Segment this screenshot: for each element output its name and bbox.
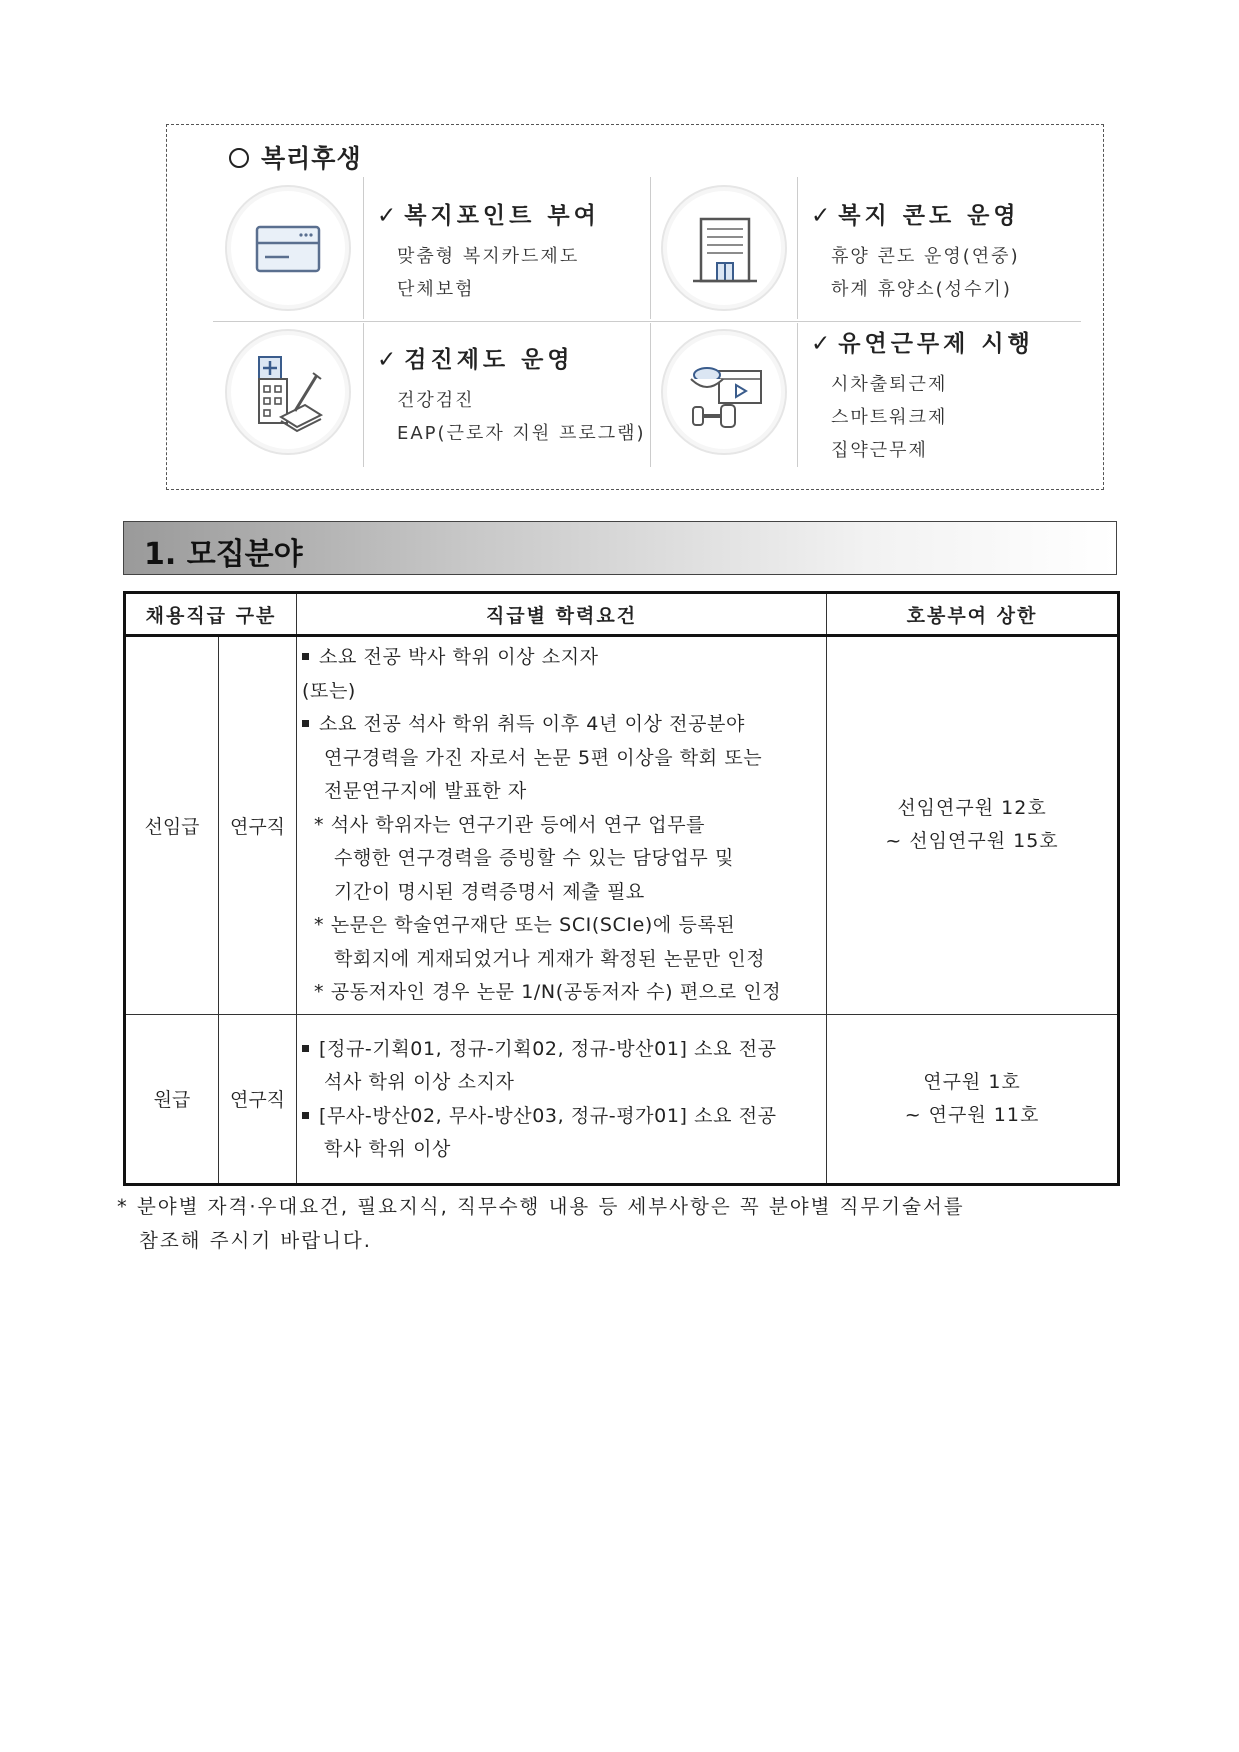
requirement-cell: [정규-기획01, 정규-기획02, 정규-방산01] 소요 전공 석사 학위 이상 소지자 [무사-방산02, 무사-방산03, 정규-평가01] 소요 전공 학사 학위 이상: [297, 1014, 827, 1184]
welfare-item: ✓ 유연근무제 시행 시차출퇴근제 스마트워크제 집약근무제: [811, 331, 1034, 461]
divider: [797, 177, 798, 319]
pay-cell: 선임연구원 12호 ~ 선임연구원 15호: [827, 636, 1119, 1015]
section-title: 1. 모집분야: [144, 537, 303, 572]
requirement-cell: 소요 전공 박사 학위 이상 소지자 (또는) 소요 전공 석사 학위 취득 이후 4년 이상 전공분야 연구경력을 가진 자로서 논문 5편 이상을 학회 또는 전문연구지에 발표한 자 * 석사 학위자는 연구기관 등에서 연구 업무를 수행한 연구경력을 증빙할 수 있는 담당업무 및 기간이 명시된 경력증명서 제출 필요 * 논문은 학술연구재단 또는 SCI(SCIe)에 등록된 학회지에 게재되었거나 게재가 확정된 논문만 인정 * 공동저자인 경우 논문 1/N(공동저자 수) 편으로 인정: [297, 636, 827, 1015]
divider: [650, 323, 651, 467]
footnote: * 분야별 자격·우대요건, 필요지식, 직무수행 내용 등 세부사항은 꼭 분야별 직무기술서를 참조해 주시기 바랍니다.: [117, 1195, 965, 1252]
building-icon: [661, 185, 787, 311]
grade-cell: 원급: [125, 1014, 219, 1184]
table-row: [125, 636, 1119, 1015]
column-header: 호봉부여 상한: [827, 593, 1119, 636]
column-header: 채용직급 구분: [125, 593, 297, 636]
recruit-table: [123, 591, 1120, 1186]
type-cell: 연구직: [219, 636, 297, 1015]
grade-cell: 선임급: [125, 636, 219, 1015]
flexible-work-icon: [661, 329, 787, 455]
square-bullet-icon: [302, 1045, 309, 1052]
table-header-row: [125, 593, 1119, 636]
welfare-title: 복리후생: [229, 139, 362, 175]
divider: [797, 323, 798, 467]
table-row: [125, 1014, 1119, 1184]
check-icon: ✓: [377, 347, 397, 373]
type-cell: 연구직: [219, 1014, 297, 1184]
circle-bullet-icon: [229, 148, 249, 168]
divider: [363, 323, 364, 467]
check-icon: ✓: [811, 203, 831, 229]
welfare-item: ✓ 복지포인트 부여 맞춤형 복지카드제도 단체보험: [377, 203, 600, 300]
check-icon: ✓: [377, 203, 397, 229]
welfare-box: [166, 124, 1104, 490]
square-bullet-icon: [302, 653, 309, 660]
check-icon: ✓: [811, 331, 831, 357]
divider: [363, 177, 364, 319]
divider: [213, 321, 1081, 322]
hospital-checkup-icon: [225, 329, 351, 455]
section-header: [123, 521, 1117, 575]
square-bullet-icon: [302, 720, 309, 727]
credit-card-icon: [225, 185, 351, 311]
column-header: 직급별 학력요건: [297, 593, 827, 636]
divider: [650, 177, 651, 319]
square-bullet-icon: [302, 1112, 309, 1119]
pay-cell: 연구원 1호 ~ 연구원 11호: [827, 1014, 1119, 1184]
welfare-item: ✓ 검진제도 운영 건강검진 EAP(근로자 지원 프로그램): [377, 347, 646, 444]
welfare-item: ✓ 복지 콘도 운영 휴양 콘도 운영(연중) 하계 휴양소(성수기): [811, 203, 1020, 300]
